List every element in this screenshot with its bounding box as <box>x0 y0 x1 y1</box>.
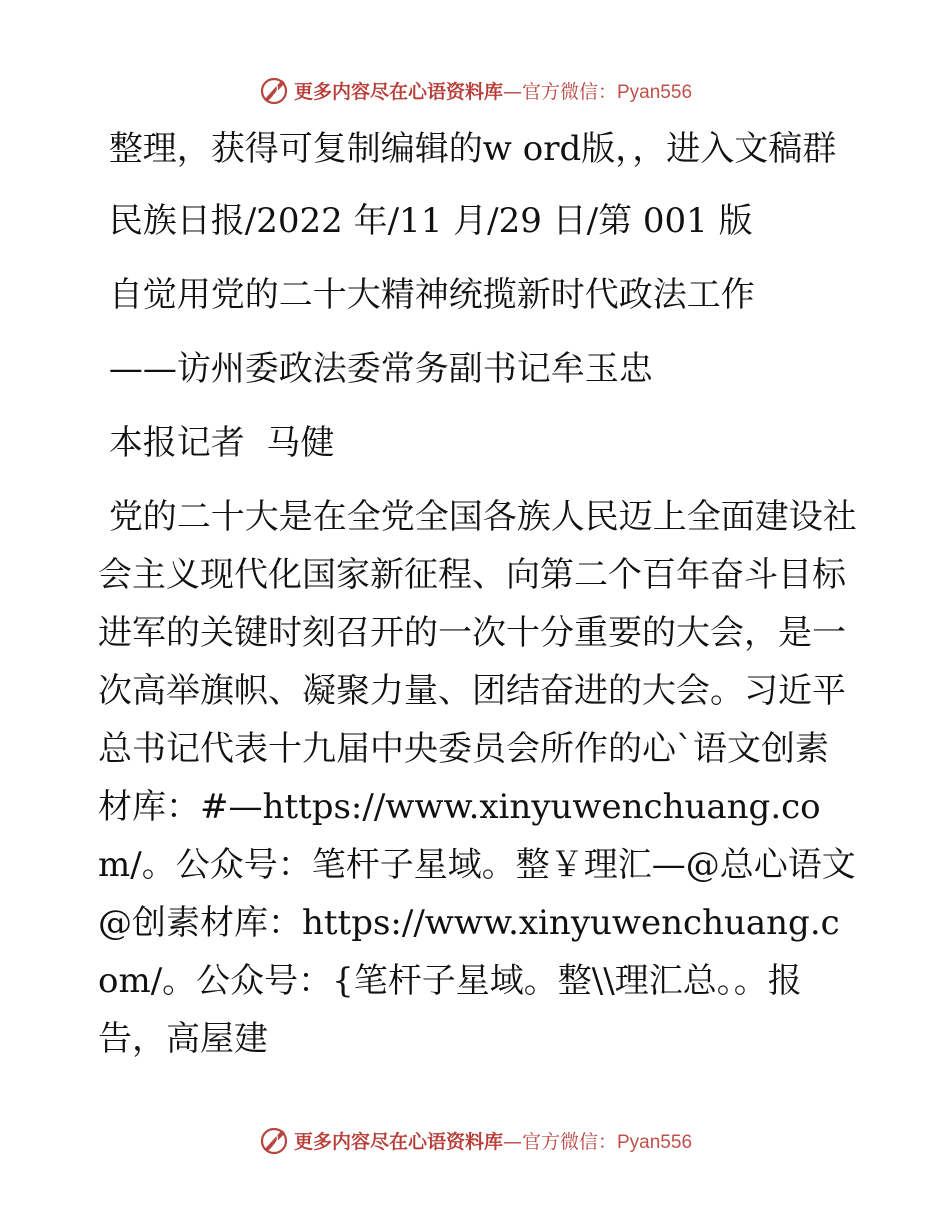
footer-watermark <box>0 1120 950 1160</box>
intro-paragraph: 整理，获得可复制编辑的w ord版，，进入文稿群 <box>98 129 837 169</box>
watermark-wechat-label: 官方微信： <box>521 1130 617 1153</box>
header-watermark <box>0 70 950 110</box>
body-paragraph: 党的二十大是在全党全国各族人民迈上全面建设社会主义现代化国家新征程、向第二个百年奋斗目标进军的关键时刻召开的一次十分重要的大会，是一次高举旗帜、凝聚力量、团结奋进的大会。习近平总书记代表十九届中央委员会所作的心`语文创素材库：#—https://www.xinyuwenchuang.com/。公众号：笔杆子星域。整￥理汇—@总心语文@创素材库：https://www.xinyuwenchuang.com/。公众号：{笔杆子星域。整\\理汇总。。报告，高屋建 <box>98 497 857 1059</box>
watermark-separator: — <box>502 1130 522 1153</box>
quill-logo-icon <box>258 1124 290 1156</box>
watermark-handle: Pyan556 <box>617 81 693 103</box>
watermark-wechat-label: 官方微信： <box>521 80 617 103</box>
watermark-text <box>294 1127 692 1154</box>
article-title: 自觉用党的二十大精神统揽新时代政法工作 <box>98 275 755 315</box>
watermark-handle: Pyan556 <box>617 1131 693 1153</box>
document-body <box>98 120 858 1068</box>
watermark-text <box>294 77 692 104</box>
watermark-brand: 更多内容尽在心语资料库 <box>293 80 503 103</box>
quill-logo-icon <box>258 74 290 106</box>
watermark-separator: — <box>502 80 522 103</box>
article-subtitle: ——访州委政法委常务副书记牟玉忠 <box>98 349 653 389</box>
source-line: 民族日报/2022 年/11 月/29 日/第 001 版 <box>98 201 753 241</box>
byline: 本报记者 马健 <box>98 423 335 463</box>
watermark-brand: 更多内容尽在心语资料库 <box>293 1130 503 1153</box>
